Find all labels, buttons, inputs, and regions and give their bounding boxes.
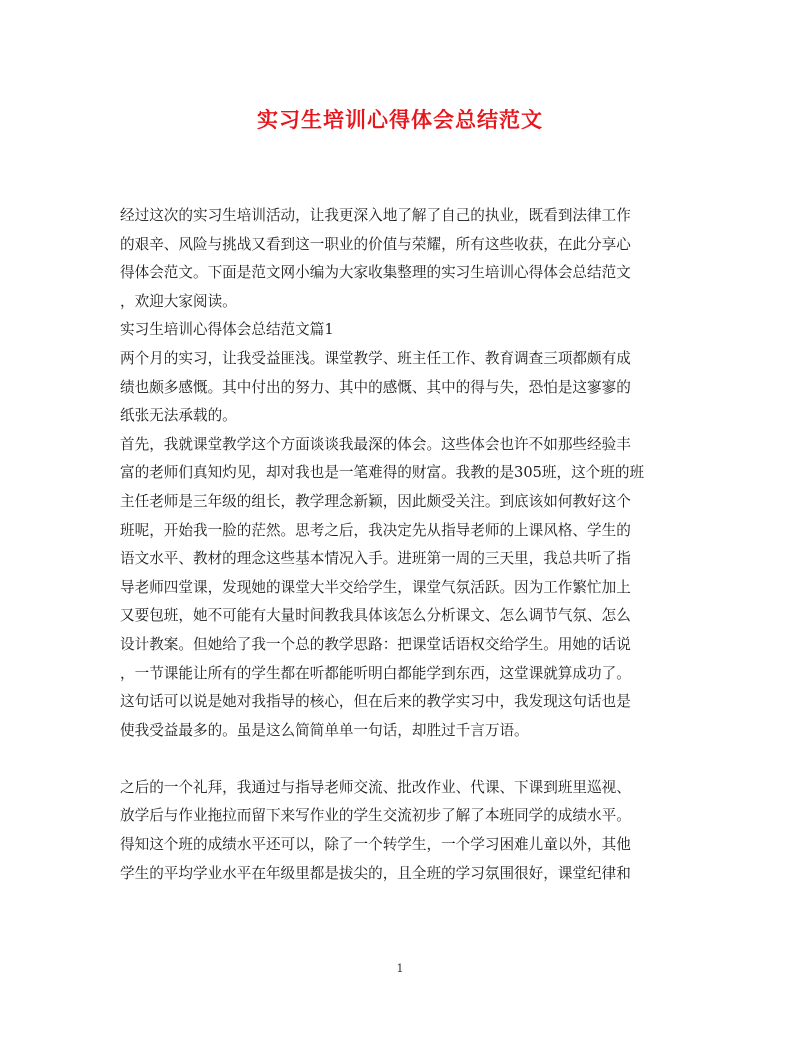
paragraph-gap xyxy=(120,745,680,774)
body-line: 学生的平均学业水平在年级里都是拔尖的，且全班的学习氛围很好，课堂纪律和 xyxy=(120,864,631,882)
body-line: 之后的一个礼拜，我通过与指导老师交流、批改作业、代课、下课到班里巡视、 xyxy=(120,778,631,796)
body-line: 富的老师们真知灼见，却对我也是一笔难得的财富。我教的是305班，这个班的班 xyxy=(120,464,645,482)
body-line: 经过这次的实习生培训活动，让我更深入地了解了自己的执业，既看到法律工作 xyxy=(120,207,631,224)
body-line: 语文水平、教材的理念这些基本情况入手。进班第一周的三天里，我总共听了指 xyxy=(120,550,631,568)
document-body xyxy=(120,202,680,888)
body-line: 这句话可以说是她对我指导的核心，但在后来的教学实习中，我发现这句话也是 xyxy=(120,693,631,711)
document-title: 实习生培训心得体会总结范文 xyxy=(257,107,543,132)
body-line: 纸张无法承载的。 xyxy=(120,407,237,425)
body-line: 设计教案。但她给了我一个总的教学思路：把课堂话语权交给学生。用她的话说 xyxy=(120,635,631,653)
body-line: 两个月的实习，让我受益匪浅。课堂教学、班主任工作、教育调查三项都颇有成 xyxy=(120,349,631,367)
body-line: 得体会范文。下面是范文网小编为大家收集整理的实习生培训心得体会总结范文 xyxy=(120,264,631,282)
body-line: 得知这个班的成绩水平还可以，除了一个转学生，一个学习困难儿童以外，其他 xyxy=(120,836,631,854)
body-line: 主任老师是三年级的组长，教学理念新颖，因此颇受关注。到底该如何教好这个 xyxy=(120,492,631,510)
body-line: ，一节课能让所有的学生都在听都能听明白都能学到东西，这堂课就算成功了。 xyxy=(120,664,631,682)
body-line: 班呢，开始我一脸的茫然。思考之后，我决定先从指导老师的上课风格、学生的 xyxy=(120,521,631,539)
body-line: 使我受益最多的。虽是这么简简单单一句话，却胜过千言万语。 xyxy=(120,721,529,739)
section-heading: 实习生培训心得体会总结范文篇1 xyxy=(120,321,334,339)
body-line: ，欢迎大家阅读。 xyxy=(120,292,237,310)
body-line: 绩也颇多感慨。其中付出的努力、其中的感慨、其中的得与失，恐怕是这寥寥的 xyxy=(120,378,631,396)
body-line: 的艰辛、风险与挑战又看到这一职业的价值与荣耀，所有这些收获，在此分享心 xyxy=(120,235,631,253)
body-line: 导老师四堂课，发现她的课堂大半交给学生，课堂气氛活跃。因为工作繁忙加上 xyxy=(120,578,631,596)
body-line: 又要包班，她不可能有大量时间教我具体该怎么分析课文、怎么调节气氛、怎么 xyxy=(120,607,631,625)
body-line: 首先，我就课堂教学这个方面谈谈我最深的体会。这些体会也许不如那些经验丰 xyxy=(120,435,631,453)
page-number: 1 xyxy=(396,962,404,975)
body-line: 放学后与作业拖拉而留下来写作业的学生交流初步了解了本班同学的成绩水平。 xyxy=(120,807,631,825)
